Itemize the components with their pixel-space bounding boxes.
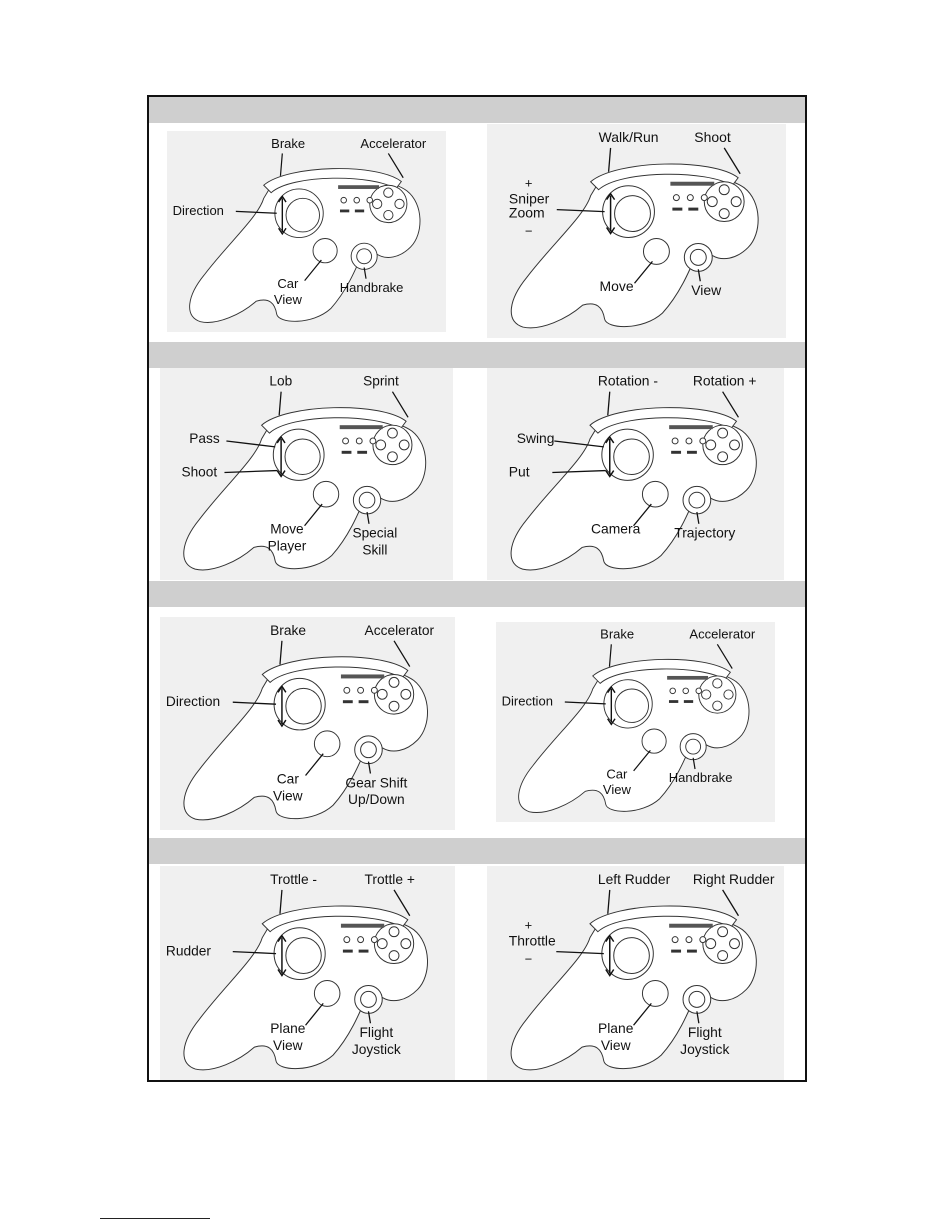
- dpad-center: [614, 439, 650, 474]
- leader-top-left: [280, 641, 282, 665]
- section-band-4: [149, 838, 805, 864]
- action-button: [389, 701, 399, 711]
- small-button: [701, 195, 707, 201]
- dpad-center: [615, 196, 651, 232]
- action-button: [730, 440, 740, 450]
- label-left-lower: Shoot: [181, 464, 218, 480]
- label-top-right: Shoot: [694, 128, 731, 145]
- label-bottom-right: Skill: [362, 542, 388, 558]
- leader-top-right: [392, 392, 408, 418]
- action-button: [395, 199, 404, 208]
- label-left-stack: Throttle: [508, 932, 556, 949]
- label-bottom-left: View: [273, 787, 303, 804]
- gamepad-diagram-soccer: [160, 368, 453, 580]
- section-band-2: [149, 342, 805, 368]
- label-left-upper: Swing: [516, 429, 555, 446]
- small-button: [354, 197, 360, 203]
- action-button: [389, 677, 399, 687]
- gamepad-diagram-driving-alt: [496, 622, 775, 822]
- gamepad-diagram-driving-gearshift: [160, 617, 455, 830]
- small-button: [359, 700, 369, 703]
- label-bottom-left: View: [602, 782, 631, 798]
- action-button: [373, 199, 382, 208]
- label-bottom-left: Move: [599, 278, 634, 295]
- small-button: [342, 451, 352, 454]
- footnote-rule: [100, 1218, 210, 1219]
- leader-top-left: [609, 644, 611, 666]
- gamepad-svg: [487, 124, 786, 338]
- action-button: [401, 939, 411, 949]
- label-bottom-right: Flight: [687, 1024, 722, 1041]
- label-left: Direction: [501, 693, 553, 709]
- action-button: [713, 701, 722, 710]
- left-analog-stick: [642, 481, 668, 507]
- label-top-right: Trottle +: [364, 870, 415, 887]
- small-button: [688, 208, 698, 211]
- gamepad-drawing: [519, 659, 749, 812]
- action-button: [377, 939, 387, 949]
- label-top-left: Brake: [270, 621, 307, 638]
- small-button: [341, 197, 347, 203]
- label-bottom-left: View: [273, 1037, 303, 1054]
- gamepad-svg: [160, 617, 455, 830]
- leader-top-left: [279, 392, 281, 416]
- dpad-center: [286, 938, 321, 974]
- left-analog-stick: [643, 238, 669, 264]
- small-button: [343, 438, 349, 444]
- label-top-right: Accelerator: [689, 626, 756, 642]
- leader-top-right: [723, 890, 739, 916]
- action-button: [377, 689, 387, 699]
- leader-top-left: [609, 148, 611, 172]
- logo-bar: [341, 924, 384, 928]
- label-bottom-right: Handbrake: [339, 279, 404, 295]
- label-bottom-right: Handbrake: [668, 769, 733, 786]
- dpad-center: [286, 688, 321, 724]
- action-button: [384, 210, 393, 219]
- label-left-stack: Sniper: [508, 190, 550, 207]
- label-bottom-right: Up/Down: [348, 791, 405, 808]
- label-top-left: Rotation -: [597, 372, 658, 389]
- action-button: [706, 440, 716, 450]
- action-button: [724, 690, 733, 699]
- leader-top-right: [717, 644, 732, 668]
- small-button: [359, 950, 369, 953]
- small-button: [343, 950, 353, 953]
- label-bottom-right: Trajectory: [674, 524, 736, 541]
- action-button: [384, 188, 393, 197]
- label-left-stack: Zoom: [508, 204, 545, 221]
- label-bottom-left: Car: [277, 276, 299, 292]
- left-analog-stick: [642, 980, 668, 1006]
- small-button: [686, 438, 692, 444]
- label-bottom-right: Special: [352, 525, 398, 541]
- right-analog-stick-cap: [690, 249, 706, 265]
- small-button: [687, 195, 693, 201]
- small-button: [670, 688, 676, 694]
- small-button: [672, 438, 678, 444]
- right-analog-stick-cap: [357, 249, 372, 264]
- left-analog-stick: [314, 980, 340, 1006]
- dpad-center: [286, 198, 319, 232]
- gamepad-diagram-flight: [160, 866, 455, 1080]
- logo-bar: [669, 924, 713, 928]
- action-button: [401, 689, 411, 699]
- label-bottom-right: Joystick: [680, 1041, 730, 1058]
- gamepad-drawing: [190, 169, 420, 323]
- label-bottom-right: View: [691, 282, 722, 299]
- left-analog-stick: [313, 481, 338, 507]
- gamepad-svg: [160, 368, 453, 580]
- label-bottom-left: Plane: [597, 1020, 634, 1037]
- label-bottom-left: Plane: [270, 1020, 306, 1037]
- action-button: [706, 939, 716, 949]
- action-button: [718, 452, 728, 462]
- action-button: [389, 927, 399, 937]
- label-top-left: Brake: [600, 626, 635, 642]
- small-button: [669, 700, 678, 703]
- small-button: [684, 700, 693, 703]
- left-analog-stick: [313, 239, 337, 263]
- leader-top-left: [280, 153, 282, 175]
- action-button: [719, 209, 729, 219]
- logo-bar: [670, 182, 714, 186]
- action-button: [388, 452, 398, 462]
- action-button: [389, 951, 399, 961]
- section-band-3: [149, 581, 805, 607]
- label-top-left: Brake: [271, 135, 306, 151]
- action-button: [707, 197, 717, 207]
- label-top-left: Trottle -: [270, 870, 318, 887]
- small-button: [671, 451, 681, 454]
- gamepad-svg: [487, 866, 784, 1080]
- logo-bar: [667, 676, 708, 680]
- label-left-plus: +: [524, 917, 533, 933]
- dpad-center: [614, 938, 650, 974]
- action-button: [388, 428, 398, 438]
- leader-top-left: [280, 890, 282, 914]
- action-button: [719, 185, 729, 195]
- label-bottom-left: Car: [606, 766, 628, 782]
- label-left-plus: +: [524, 175, 533, 191]
- action-button: [718, 927, 728, 937]
- small-button: [356, 438, 362, 444]
- section-band-1: [149, 97, 805, 123]
- small-button: [358, 687, 364, 693]
- label-top-right: Sprint: [363, 373, 399, 389]
- small-button: [370, 438, 376, 444]
- label-bottom-left: Camera: [591, 520, 641, 537]
- small-button: [371, 937, 377, 943]
- right-analog-stick-cap: [361, 991, 377, 1007]
- small-button: [700, 438, 706, 444]
- dpad-center: [285, 439, 320, 474]
- gamepad-svg: [487, 368, 784, 580]
- gamepad-diagram-shooter: [487, 124, 786, 338]
- label-bottom-left: Car: [276, 770, 299, 787]
- label-left-minus: −: [524, 223, 533, 239]
- gamepad-diagram-golf: [487, 368, 784, 580]
- label-left-upper: Pass: [189, 430, 220, 446]
- action-button: [376, 440, 386, 450]
- logo-bar: [669, 425, 713, 429]
- leader-top-right: [723, 392, 739, 418]
- small-button: [672, 937, 678, 943]
- gamepad-svg: [496, 622, 775, 822]
- label-top-left: Left Rudder: [597, 870, 671, 887]
- label-left: Direction: [165, 693, 221, 710]
- action-button: [730, 939, 740, 949]
- small-button: [700, 937, 706, 943]
- label-left: Direction: [172, 203, 224, 219]
- right-analog-stick-cap: [689, 492, 705, 508]
- leader-top-right: [394, 890, 410, 916]
- label-top-right: Accelerator: [360, 135, 427, 151]
- leader-top-left: [608, 392, 610, 416]
- gamepad-drawing: [508, 164, 758, 328]
- small-button: [672, 208, 682, 211]
- small-button: [344, 937, 350, 943]
- left-analog-stick: [314, 731, 340, 757]
- small-button: [343, 700, 353, 703]
- label-top-left: Lob: [269, 373, 293, 389]
- small-button: [696, 688, 702, 694]
- label-left: Rudder: [165, 942, 212, 959]
- leader-top-right: [724, 148, 740, 174]
- small-button: [340, 210, 349, 213]
- logo-bar: [340, 425, 383, 429]
- action-button: [713, 679, 722, 688]
- small-button: [358, 937, 364, 943]
- gamepad-diagram-flight-alt: [487, 866, 784, 1080]
- label-bottom-left: Move: [270, 521, 304, 537]
- label-top-right: Right Rudder: [692, 870, 775, 887]
- right-analog-stick-cap: [359, 492, 375, 508]
- small-button: [367, 197, 373, 203]
- right-analog-stick-cap: [689, 991, 705, 1007]
- right-analog-stick-cap: [686, 739, 701, 754]
- small-button: [683, 688, 689, 694]
- small-button: [344, 687, 350, 693]
- gamepad-svg: [160, 866, 455, 1080]
- label-left-lower: Put: [508, 463, 530, 480]
- logo-bar: [341, 674, 384, 678]
- action-button: [731, 197, 741, 207]
- leader-top-right: [388, 153, 403, 177]
- label-top-right: Rotation +: [692, 372, 757, 389]
- logo-bar: [338, 185, 379, 189]
- small-button: [687, 950, 697, 953]
- label-bottom-left: Player: [267, 538, 307, 554]
- small-button: [673, 195, 679, 201]
- label-bottom-right: Joystick: [351, 1041, 401, 1058]
- small-button: [671, 950, 681, 953]
- small-button: [687, 451, 697, 454]
- label-bottom-left: View: [600, 1037, 631, 1054]
- action-button: [718, 428, 728, 438]
- action-button: [399, 440, 409, 450]
- gamepad-diagram-driving: [167, 131, 446, 332]
- leader-top-left: [608, 890, 610, 914]
- label-left-minus: −: [524, 951, 533, 967]
- small-button: [357, 451, 367, 454]
- right-analog-stick-cap: [361, 742, 377, 758]
- dpad-center: [615, 689, 648, 722]
- label-bottom-right: Gear Shift: [345, 774, 408, 791]
- small-button: [355, 210, 364, 213]
- label-bottom-left: View: [273, 291, 302, 307]
- gamepad-svg: [167, 131, 446, 332]
- label-bottom-right: Flight: [359, 1024, 394, 1041]
- leader-top-right: [394, 641, 410, 667]
- label-top-left: Walk/Run: [598, 128, 659, 145]
- action-button: [718, 951, 728, 961]
- label-top-right: Accelerator: [364, 621, 435, 638]
- small-button: [371, 687, 377, 693]
- left-analog-stick: [642, 729, 666, 753]
- small-button: [686, 937, 692, 943]
- action-button: [702, 690, 711, 699]
